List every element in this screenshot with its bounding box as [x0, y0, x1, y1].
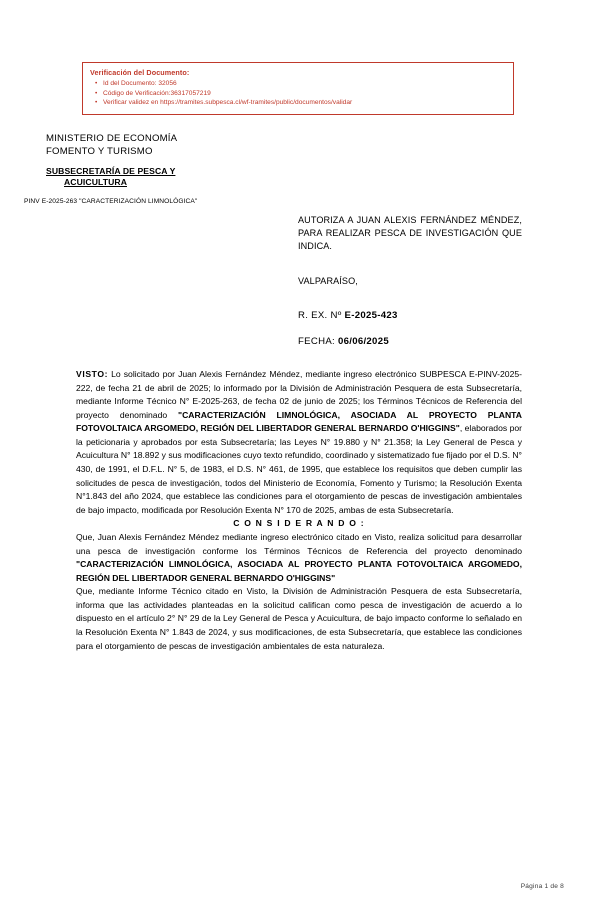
visto-paragraph [76, 368, 522, 517]
considerando-1-text: Que, Juan Alexis Fernández Méndez mediante ingreso electrónico citado en Visto, realiza solicitud para desarrollar una pesca de investigación conforme los Términos Técnicos de Referencia del proyecto denominado [76, 531, 522, 556]
resolution-number-line [298, 310, 522, 321]
document-body [76, 368, 522, 653]
verification-item-url[interactable]: • Verificar validez en https://tramites.subpesca.cl/wf-tramites/public/documentos/validar [103, 98, 506, 108]
considerando-heading: C O N S I D E R A N D O : [233, 518, 365, 529]
considerando-paragraph-1 [76, 531, 522, 585]
place-line: VALPARAÍSO, [298, 275, 358, 286]
resolution-label: R. EX. Nº [298, 309, 345, 321]
ministry-line-1: MINISTERIO DE ECONOMÍA [46, 133, 178, 144]
date-label: FECHA: [298, 335, 338, 347]
resolution-number: E-2025-423 [344, 309, 398, 321]
subsecretaria-title [46, 166, 276, 189]
resolution-heading-block [298, 214, 522, 347]
project-title-quoted: "CARACTERIZACIÓN LIMNOLÓGICA, ASOCIADA AL PROYECTO PLANTA FOTOVOLTAICA ARGOMEDO, REGIÓN DEL LIBERTADOR GENERAL BERNARDO O'HIGGINS" [76, 409, 522, 434]
verification-item-code: • Código de Verificación:36317057219 [103, 89, 506, 99]
visto-text-2: , elaborados por la peticionaria y aprobados por esta Subsecretaría; las Leyes N° 19.880 y N° 21.358; la Ley General de Pesca y Acuicultura N° 18.892 y sus modificaciones cuyo texto refundido, coordinado y sistematizado fue fijado por el D.S. N° 430, de 1991, el D.F.L. N° 5, de 1983, el D.S. N° 461, de 1995, que establece los requisitos que deben cumplir las solicitudes de pesca de investigación, todos del Ministerio de Economía, Fomento y Turismo; la Resolución Exenta N°1.843 del año 2024, que establece las condiciones para el otorgamiento de pescas de investigación ambientales de bajo impacto, modificada por Resolución Exenta N° 170 de 2025, ambas de esta Subsecretaría. [76, 423, 522, 515]
page-footer: Página 1 de 8 [520, 883, 564, 890]
subsecretaria-line-2: ACUICULTURA [64, 177, 127, 188]
date-value: 06/06/2025 [337, 335, 389, 347]
visto-label: VISTO: [76, 369, 109, 379]
verification-box [82, 62, 514, 115]
verification-list [90, 79, 506, 108]
ministry-line-2: FOMENTO Y TURISMO [46, 145, 153, 157]
verification-item-id: • Id del Documento: 32056 [103, 79, 506, 89]
authorization-summary: AUTORIZA A JUAN ALEXIS FERNÁNDEZ MÉNDEZ, PARA REALIZAR PESCA DE INVESTIGACIÓN QUE INDICA. [298, 215, 522, 252]
project-reference: PINV E-2025-263 "CARACTERIZACIÓN LIMNOLÓGICA" [24, 198, 198, 205]
considerando-paragraph-2: Que, mediante Informe Técnico citado en Visto, la División de Administración Pesquera de esta Subsecretaría, informa que las actividades planteadas en la solicitud califican como pesca de investigación de acuerdo a lo dispuesto en el artículo 2° N° 29 de la Ley General de Pesca y Acuicultura, de bajo impacto conforme lo señalado en la Resolución Exenta N° 1.843 de 2024, y sus modificaciones, de esta Subsecretaría, que establece las condiciones para el otorgamiento de pescas de investigación ambientales de esta naturaleza. [76, 586, 522, 651]
ministry-header [46, 133, 276, 189]
subsecretaria-line-1: SUBSECRETARÍA DE PESCA Y [46, 165, 176, 176]
date-line [298, 336, 522, 347]
visto-text-1: Lo solicitado por Juan Alexis Fernández Méndez, mediante ingreso electrónico SUBPESCA E-PINV-2025-222, de fecha 21 de abril de 2025; lo informado por la División de Administración Pesquera de esta Subsecretaría, mediante Informe Técnico N° E-2025-263, de fecha 02 de junio de 2025; los Términos Técnicos de Referencia del proyecto denominado [76, 369, 522, 420]
verification-title: Verificación del Documento: [90, 68, 190, 77]
considerando-1-project-title: "CARACTERIZACIÓN LIMNOLÓGICA, ASOCIADA AL PROYECTO PLANTA FOTOVOLTAICA ARGOMEDO, REGIÓN DEL LIBERTADOR GENERAL BERNARDO O'HIGGINS" [76, 559, 522, 583]
